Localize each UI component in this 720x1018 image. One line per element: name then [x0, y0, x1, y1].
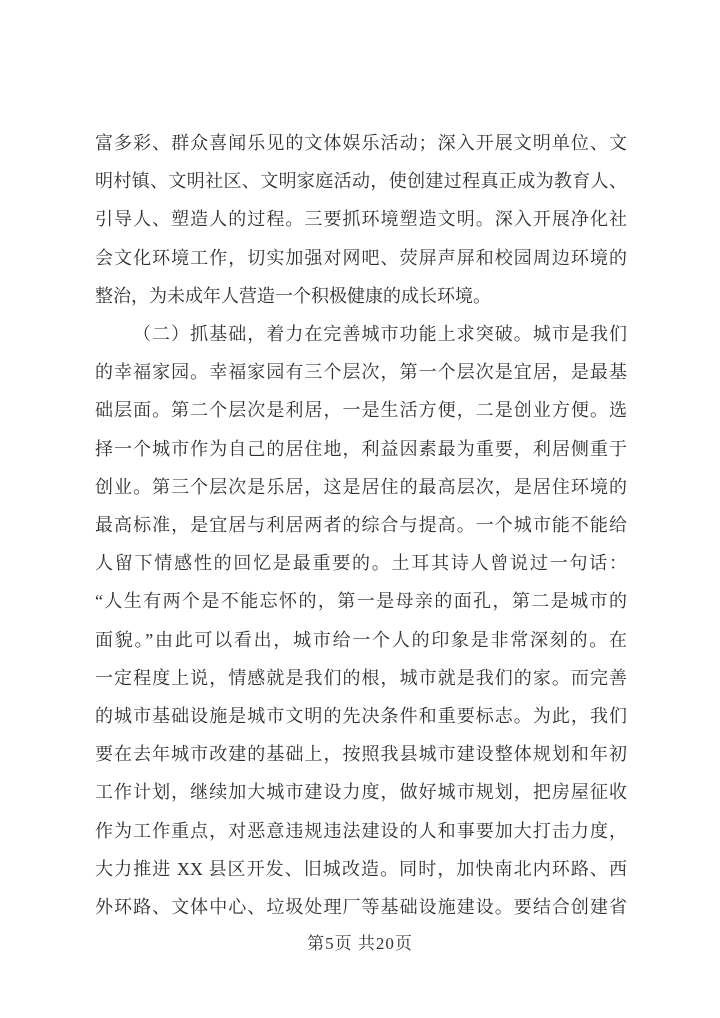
- text-line: 人留下情感性的回忆是最重要的。土耳其诗人曾说过一句话：: [95, 553, 627, 574]
- text-line: 创业。第三个层次是乐居，这是居住的最高层次，是居住环境的: [95, 476, 627, 497]
- text-line: 整治，为未成年人营造一个积极健康的成长环境。: [95, 285, 491, 306]
- text-line: 的幸福家园。幸福家园有三个层次，第一个层次是宜居，是最基: [95, 362, 627, 383]
- text-line: 大力推进 XX 县区开发、旧城改造。同时，加快南北内环路、西: [95, 858, 627, 879]
- text-line: 最高标准，是宜居与利居两者的综合与提高。一个城市能不能给: [95, 515, 627, 536]
- text-line: “人生有两个是不能忘怀的，第一是母亲的面孔，第二是城市的: [95, 591, 627, 612]
- text-line: 础层面。第二个层次是利居，一是生活方便，二是创业方便。选: [95, 400, 627, 421]
- text-line: 引导人、塑造人的过程。三要抓环境塑造文明。深入开展净化社: [95, 209, 627, 230]
- document-body: [95, 124, 627, 926]
- text-line: 工作计划，继续加大城市建设力度，做好城市规划，把房屋征收: [95, 782, 627, 803]
- text-line: 富多彩、群众喜闻乐见的文体娱乐活动；深入开展文明单位、文: [95, 133, 627, 153]
- paragraph-continuation: [95, 124, 627, 315]
- text-line: （二）抓基础，着力在完善城市功能上求突破。城市是我们: [133, 324, 627, 345]
- page-number: 第5页 共20页: [307, 934, 413, 953]
- text-line: 的城市基础设施是城市文明的先决条件和重要标志。为此，我们: [95, 706, 627, 727]
- text-line: 作为工作重点，对恶意违规违法建设的人和事要加大打击力度，: [95, 820, 627, 841]
- text-line: 会文化环境工作，切实加强对网吧、荧屏声屏和校园周边环境的: [95, 247, 627, 268]
- paragraph-section-two: [95, 315, 627, 926]
- text-line: 外环路、文体中心、垃圾处理厂等基础设施建设。要结合创建省: [95, 897, 627, 918]
- text-line: 明村镇、文明社区、文明家庭活动，使创建过程真正成为教育人、: [95, 171, 627, 192]
- text-line: 择一个城市作为自己的居住地，利益因素最为重要，利居侧重于: [95, 438, 627, 459]
- text-line: 一定程度上说，情感就是我们的根，城市就是我们的家。而完善: [95, 667, 627, 688]
- page-footer: [0, 932, 720, 956]
- text-line: 要在去年城市改建的基础上，按照我县城市建设整体规划和年初: [95, 744, 627, 765]
- text-line: 面貌。”由此可以看出，城市给一个人的印象是非常深刻的。在: [95, 629, 627, 650]
